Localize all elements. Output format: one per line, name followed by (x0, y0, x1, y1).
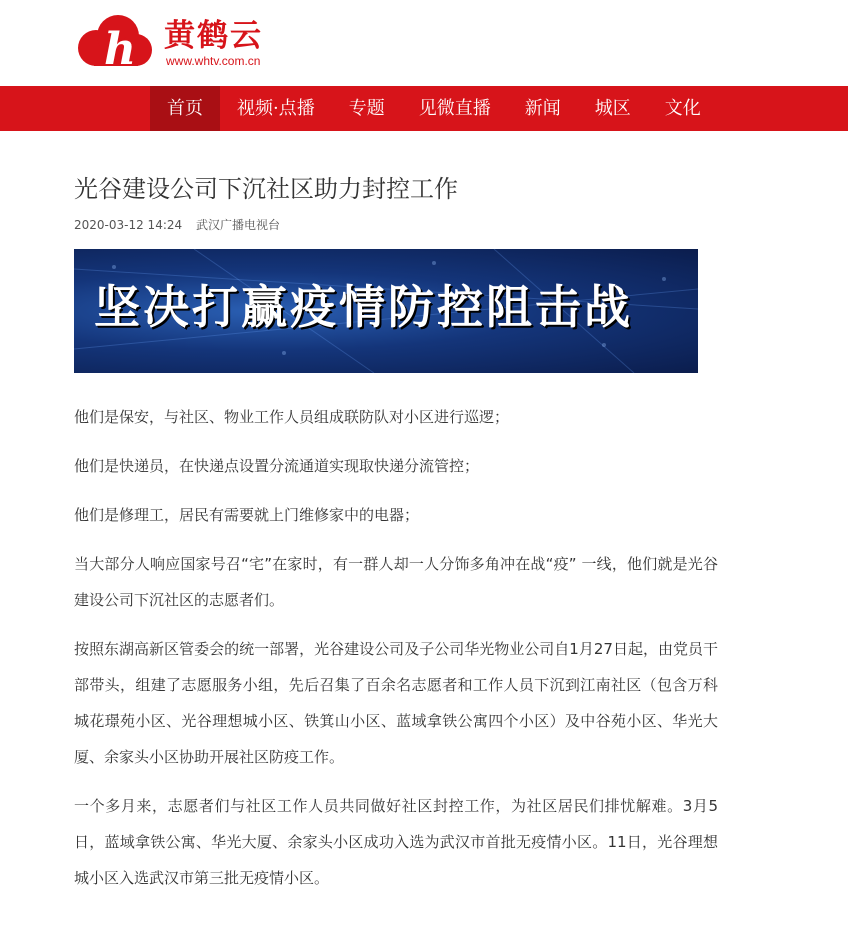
article (74, 131, 724, 909)
main-nav (0, 86, 848, 131)
article-paragraph: 他们是修理工，居民有需要就上门维修家中的电器； (74, 506, 420, 524)
brand-name: 黄鹤云 (164, 18, 263, 54)
banner-slogan: 坚决打赢疫情防控阻击战 (94, 280, 633, 334)
article-source: 武汉广播电视台 (195, 218, 280, 232)
site-logo[interactable] (74, 14, 294, 74)
nav-item-topics[interactable]: 专题 (348, 98, 385, 119)
article-title: 光谷建设公司下沉社区助力封控工作 (74, 175, 458, 203)
article-paragraph: 一个多月来，志愿者们与社区工作人员共同做好社区封控工作，为社区居民们排忧解难。3月5日，蓝域拿铁公寓、华光大厦、余家头小区成功入选为武汉市首批无疫情小区。11日，光谷理想城小区入选武汉市第三批无疫情小区。 (74, 797, 718, 887)
nav-item-culture[interactable]: 文化 (664, 98, 701, 119)
article-paragraph: 他们是保安，与社区、物业工作人员组成联防队对小区进行巡逻； (74, 408, 510, 426)
nav-item-districts[interactable]: 城区 (594, 98, 631, 119)
article-meta (74, 217, 724, 233)
nav-item-video[interactable]: 视频·点播 (237, 98, 315, 119)
nav-item-live[interactable]: 见微直播 (418, 98, 491, 119)
brand-url: www.whtv.com.cn (166, 54, 261, 68)
article-body (74, 399, 718, 896)
nav-item-news[interactable]: 新闻 (524, 98, 561, 119)
article-date: 2020-03-12 14:24 (74, 218, 183, 232)
article-paragraph: 按照东湖高新区管委会的统一部署，光谷建设公司及子公司华光物业公司自1月27日起，由党员干部带头，组建了志愿服务小组，先后召集了百余名志愿者和工作人员下沉到江南社区（包含万科城花璟苑小区、光谷理想城小区、铁箕山小区、蓝域拿铁公寓四个小区）及中谷苑小区、华光大厦、余家头小区协助开展社区防疫工作。 (74, 640, 718, 766)
nav-item-home[interactable]: 首页 (150, 86, 220, 131)
article-paragraph: 他们是快递员，在快递点设置分流通道实现取快递分流管控； (74, 457, 480, 475)
logo-letter: h (104, 24, 136, 70)
article-paragraph: 当大部分人响应国家号召“宅”在家时，有一群人却一人分饰多角冲在战“疫” 一线，他们就是光谷建设公司下沉社区的志愿者们。 (74, 555, 718, 609)
site-header (0, 0, 848, 86)
cloud-logo-icon (74, 14, 154, 70)
article-banner-image (74, 249, 698, 373)
